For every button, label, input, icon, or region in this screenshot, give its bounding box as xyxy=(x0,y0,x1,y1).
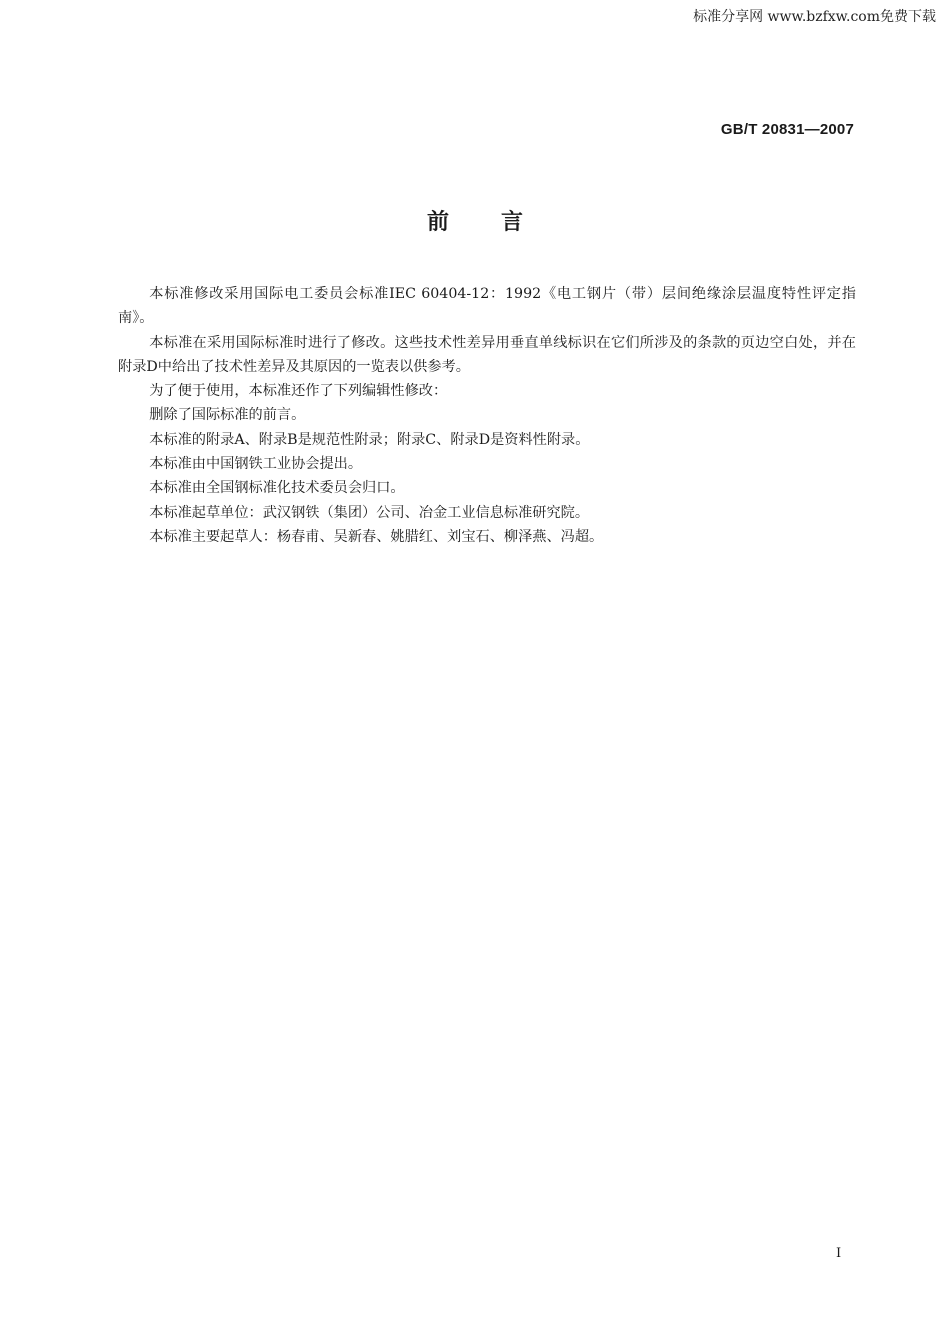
paragraph-editorial-item: 删除了国际标准的前言。 xyxy=(149,407,306,424)
paragraph-annexes: 本标准的附录A、附录B是规范性附录；附录C、附录D是资料性附录。 xyxy=(149,431,590,448)
paragraph-technical-committee: 本标准由全国钢标准化技术委员会归口。 xyxy=(149,480,405,497)
paragraph-editorial-intro: 为了便于使用，本标准还作了下列编辑性修改： xyxy=(149,383,448,400)
page-title: 前言 xyxy=(426,210,575,235)
document-code: GB/T 20831—2007 xyxy=(720,121,854,138)
paragraph-drafting-units: 本标准起草单位：武汉钢铁（集团）公司、冶金工业信息标准研究院。 xyxy=(149,504,590,521)
paragraph-proposed-by: 本标准由中国钢铁工业协会提出。 xyxy=(149,456,363,473)
paragraph-adoption: 本标准修改采用国际电工委员会标准IEC 60404-12：1992《电工钢片（带）层间绝缘涂层温度特性评定指南》。 xyxy=(118,286,856,327)
foreword-body xyxy=(118,282,856,549)
page-number: Ⅰ xyxy=(836,1246,842,1261)
watermark-text: 标准分享网 www.bzfxw.com免费下载 xyxy=(693,9,936,25)
paragraph-modifications: 本标准在采用国际标准时进行了修改。这些技术性差异用垂直单线标识在它们所涉及的条款的页边空白处，并在附录D中给出了技术性差异及其原因的一览表以供参考。 xyxy=(118,334,856,375)
paragraph-drafters: 本标准主要起草人：杨春甫、吴新春、姚腊红、刘宝石、柳泽燕、冯超。 xyxy=(149,528,604,545)
